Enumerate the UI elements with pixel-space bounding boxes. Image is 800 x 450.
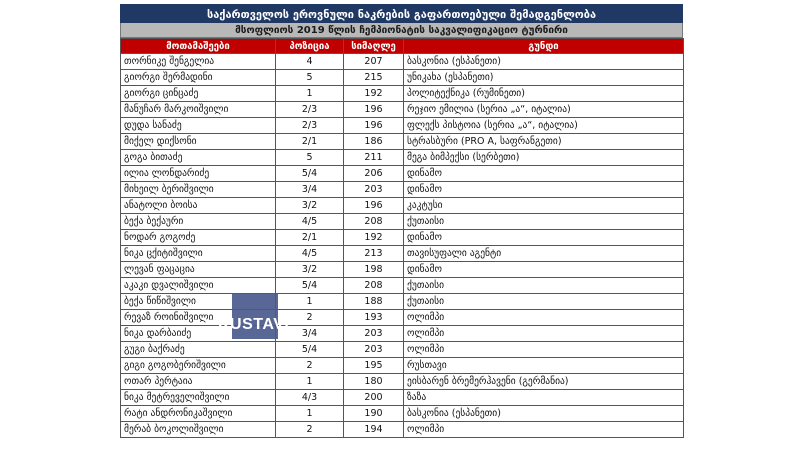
position-cell: 3/2 <box>276 198 344 214</box>
team-cell: ოლიმპი <box>404 342 684 358</box>
header-players: მოთამაშეები <box>121 39 276 54</box>
team-cell: ქუთაისი <box>404 294 684 310</box>
team-cell: ოლიმპი <box>404 422 684 438</box>
team-cell: ზაზა <box>404 390 684 406</box>
player-name-cell: გიორგი შერმადინი <box>121 70 276 86</box>
table-row <box>121 70 684 86</box>
position-cell: 1 <box>276 406 344 422</box>
team-cell: უნიკახა (ესპანეთი) <box>404 70 684 86</box>
table-row <box>121 54 684 70</box>
player-name-cell: ნიკა ცქიტიშვილი <box>121 246 276 262</box>
height-cell: 180 <box>344 374 404 390</box>
header-team: გუნდი <box>404 39 684 54</box>
table-row <box>121 214 684 230</box>
height-cell: 196 <box>344 102 404 118</box>
team-cell: პოლიტექნიკა (რუმინეთი) <box>404 86 684 102</box>
height-cell: 207 <box>344 54 404 70</box>
header-row <box>121 39 684 54</box>
roster-document <box>120 4 683 438</box>
height-cell: 188 <box>344 294 404 310</box>
player-name-cell: ნიკა მეტრეველიშვილი <box>121 390 276 406</box>
team-cell: რეჯიო ემილია (სერია „ა“, იტალია) <box>404 102 684 118</box>
table-row <box>121 134 684 150</box>
player-name-cell: ბექა ბექაური <box>121 214 276 230</box>
player-name-cell: მიქელ დიქსონი <box>121 134 276 150</box>
table-row <box>121 102 684 118</box>
player-name-cell: გიორგი ცინცაძე <box>121 86 276 102</box>
table-row <box>121 262 684 278</box>
position-cell: 1 <box>276 374 344 390</box>
table-row <box>121 422 684 438</box>
height-cell: 198 <box>344 262 404 278</box>
team-cell: ბასკონია (ესპანეთი) <box>404 406 684 422</box>
table-row <box>121 246 684 262</box>
document-title: საქართველოს ეროვნული ნაკრების გაფართოებული შემადგენლობა <box>120 4 683 23</box>
position-cell: 5/4 <box>276 342 344 358</box>
position-cell: 5 <box>276 150 344 166</box>
team-cell: ეისბარენ ბრემერჰავენი (გერმანია) <box>404 374 684 390</box>
team-cell: ქუთაისი <box>404 214 684 230</box>
table-row <box>121 230 684 246</box>
height-cell: 186 <box>344 134 404 150</box>
height-cell: 203 <box>344 182 404 198</box>
table-row <box>121 406 684 422</box>
position-cell: 2 <box>276 422 344 438</box>
table-row <box>121 182 684 198</box>
table-row <box>121 310 684 326</box>
player-name-cell: დუდა სანაძე <box>121 118 276 134</box>
position-cell: 1 <box>276 294 344 310</box>
player-name-cell: რატი ანდრონიკაშვილი <box>121 406 276 422</box>
position-cell: 3/2 <box>276 262 344 278</box>
height-cell: 195 <box>344 358 404 374</box>
height-cell: 192 <box>344 86 404 102</box>
table-row <box>121 278 684 294</box>
table-row <box>121 150 684 166</box>
height-cell: 211 <box>344 150 404 166</box>
team-cell: ოლიმპი <box>404 326 684 342</box>
player-name-cell: თორნიკე შენგელია <box>121 54 276 70</box>
height-cell: 194 <box>344 422 404 438</box>
player-name-cell: ბექა წიწიშვილი <box>121 294 276 310</box>
team-cell: დინამო <box>404 230 684 246</box>
team-cell: დინამო <box>404 262 684 278</box>
position-cell: 2/3 <box>276 118 344 134</box>
position-cell: 5/4 <box>276 278 344 294</box>
table-row <box>121 86 684 102</box>
player-name-cell: რევაზ როინიშვილი <box>121 310 276 326</box>
player-name-cell: მერაბ ბოკოლიშვილი <box>121 422 276 438</box>
height-cell: 196 <box>344 118 404 134</box>
position-cell: 2/3 <box>276 102 344 118</box>
height-cell: 206 <box>344 166 404 182</box>
player-name-cell: ნიკა დარბაიძე <box>121 326 276 342</box>
position-cell: 3/4 <box>276 182 344 198</box>
player-name-cell: ანატოლი ბოისა <box>121 198 276 214</box>
table-row <box>121 390 684 406</box>
player-name-cell: გოგა ბითაძე <box>121 150 276 166</box>
team-cell: მეგა ბიმპექსი (სერბეთი) <box>404 150 684 166</box>
height-cell: 208 <box>344 214 404 230</box>
table-body <box>121 54 684 438</box>
table-row <box>121 374 684 390</box>
player-name-cell: გიგი გოგობერიშვილი <box>121 358 276 374</box>
height-cell: 208 <box>344 278 404 294</box>
table-row <box>121 118 684 134</box>
height-cell: 192 <box>344 230 404 246</box>
player-name-cell: აკაკი დვალიშვილი <box>121 278 276 294</box>
table-row <box>121 358 684 374</box>
team-cell: კაკტუსი <box>404 198 684 214</box>
team-cell: რუსთავი <box>404 358 684 374</box>
position-cell: 5 <box>276 70 344 86</box>
position-cell: 2 <box>276 310 344 326</box>
player-name-cell: ილია ლონდარიძე <box>121 166 276 182</box>
header-position: პოზიცია <box>276 39 344 54</box>
position-cell: 2 <box>276 358 344 374</box>
header-height: სიმაღლე <box>344 39 404 54</box>
position-cell: 4 <box>276 54 344 70</box>
table-row <box>121 342 684 358</box>
player-name-cell: ნოდარ გოგოძე <box>121 230 276 246</box>
player-name-cell: ლევან ფაცაცია <box>121 262 276 278</box>
team-cell: ფლექს პისტოია (სერია „ა“, იტალია) <box>404 118 684 134</box>
document-subtitle: მსოფლიოს 2019 წლის ჩემპიონატის საკვალიფიკაციო ტურნირი <box>120 23 683 38</box>
height-cell: 203 <box>344 326 404 342</box>
position-cell: 3/4 <box>276 326 344 342</box>
watermark-text: RUSTAVI <box>218 316 290 333</box>
table-row <box>121 326 684 342</box>
team-cell: ბასკონია (ესპანეთი) <box>404 54 684 70</box>
table-row <box>121 294 684 310</box>
height-cell: 203 <box>344 342 404 358</box>
team-cell: ქუთაისი <box>404 278 684 294</box>
team-cell: ოლიმპი <box>404 310 684 326</box>
player-name-cell: ოთარ პერტაია <box>121 374 276 390</box>
height-cell: 200 <box>344 390 404 406</box>
table-row <box>121 198 684 214</box>
table-row <box>121 166 684 182</box>
team-cell: თავისუფალი აგენტი <box>404 246 684 262</box>
player-name-cell: მიხეილ ბერიშვილი <box>121 182 276 198</box>
height-cell: 193 <box>344 310 404 326</box>
position-cell: 5/4 <box>276 166 344 182</box>
position-cell: 4/3 <box>276 390 344 406</box>
height-cell: 190 <box>344 406 404 422</box>
roster-table <box>120 38 684 438</box>
player-name-cell: გუგი ბაქრაძე <box>121 342 276 358</box>
position-cell: 2/1 <box>276 230 344 246</box>
height-cell: 196 <box>344 198 404 214</box>
position-cell: 4/5 <box>276 214 344 230</box>
team-cell: დინამო <box>404 182 684 198</box>
height-cell: 213 <box>344 246 404 262</box>
team-cell: დინამო <box>404 166 684 182</box>
player-name-cell: მანუჩარ მარკოიშვილი <box>121 102 276 118</box>
position-cell: 2/1 <box>276 134 344 150</box>
height-cell: 215 <box>344 70 404 86</box>
position-cell: 1 <box>276 86 344 102</box>
position-cell: 4/5 <box>276 246 344 262</box>
team-cell: სტრასბური (PRO A, საფრანგეთი) <box>404 134 684 150</box>
